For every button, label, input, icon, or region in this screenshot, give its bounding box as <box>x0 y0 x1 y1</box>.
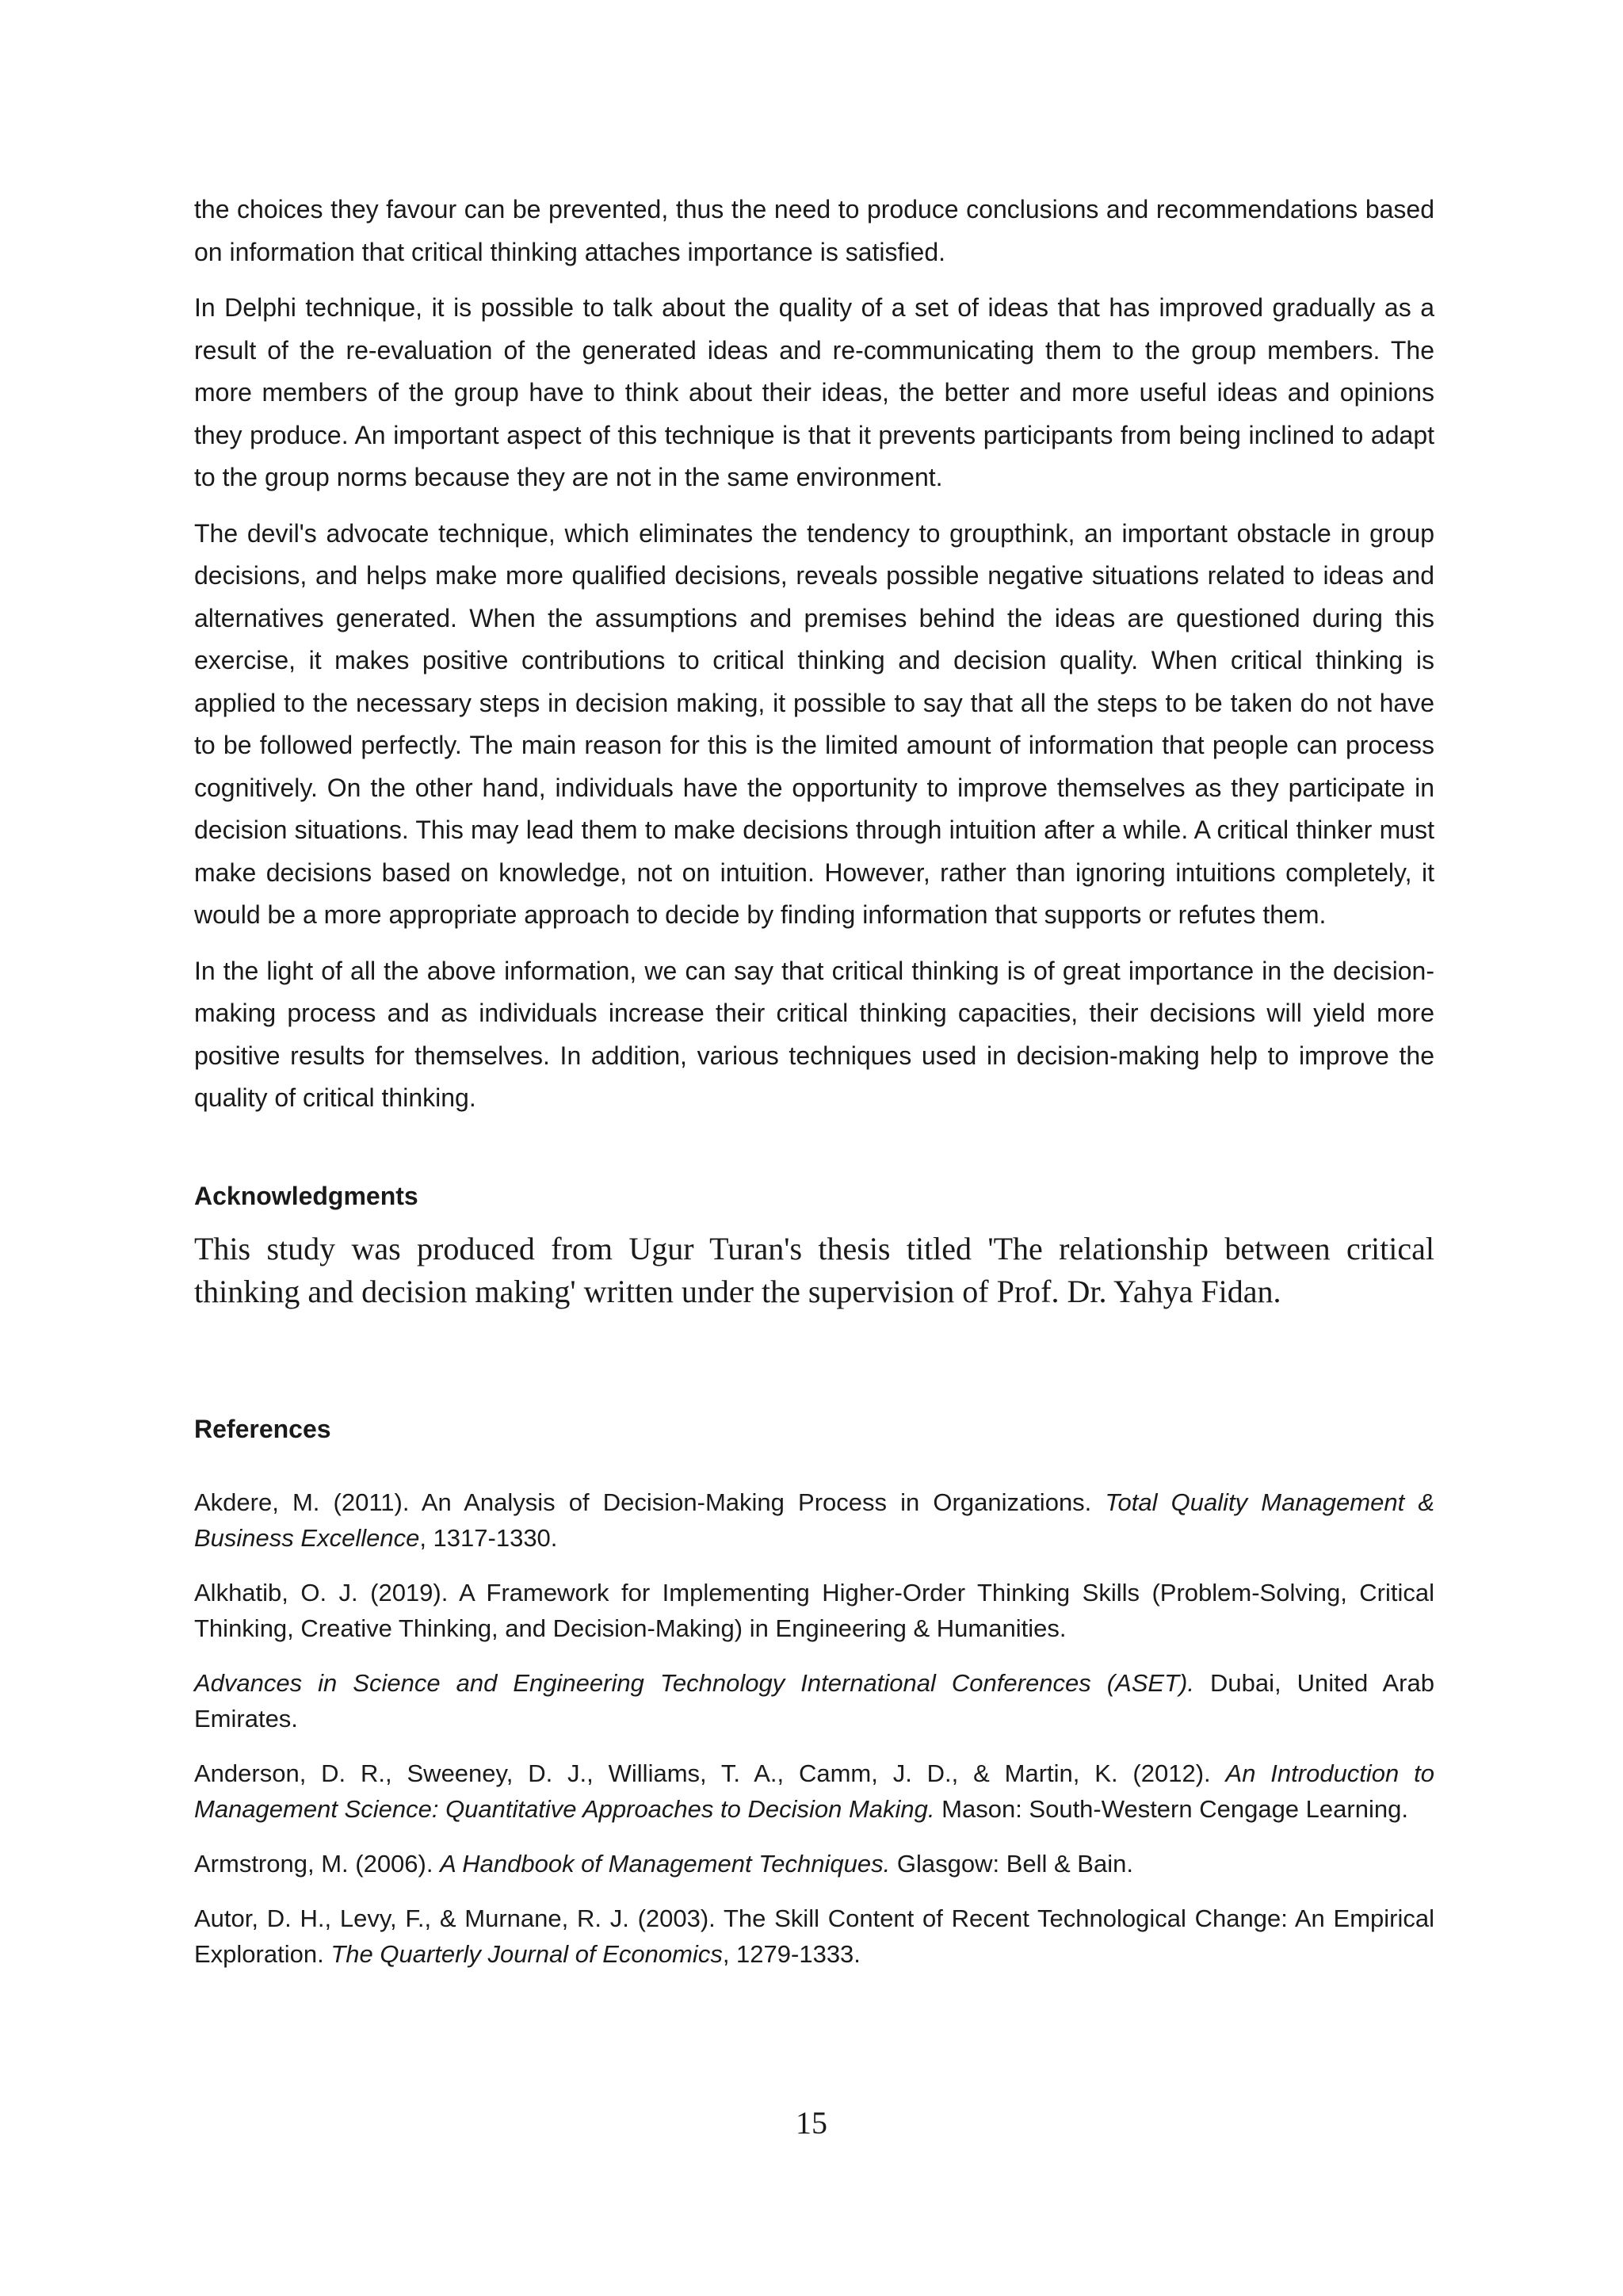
reference-text: Armstrong, M. (2006). <box>194 1849 441 1878</box>
paragraph-conclusion: In the light of all the above information, we can say that critical thinking is of great importance in the decision-making process and as individuals increase their critical thinking capacities, their decisions will yield more positive results for themselves. In addition, various techniques used in decision-making help to improve the quality of critical thinking. <box>194 956 1434 1112</box>
reference-item <box>194 1575 1434 1646</box>
reference-source: A Handbook of Management Techniques. <box>440 1849 891 1878</box>
page-number: 15 <box>796 2105 827 2141</box>
body-text <box>194 189 1434 1120</box>
reference-list <box>194 1484 1434 1972</box>
reference-details: Dubai, United Arab Emirates. <box>194 1668 1434 1733</box>
reference-source: An Introduction to Management Science: Quantitative Approaches to Decision Making. <box>194 1759 1434 1823</box>
paragraph-devils-advocate: The devil's advocate technique, which eliminates the tendency to groupthink, an important obstacle in group decisions, and helps make more qualified decisions, reveals possible negative situations related to ideas and alternatives generated. When the assumptions and premises behind the ideas are questioned during this exercise, it makes positive contributions to critical thinking and decision quality. When critical thinking is applied to the necessary steps in decision making, it possible to say that all the steps to be taken do not have to be followed perfectly. The main reason for this is the limited amount of information that people can process cognitively. On the other hand, individuals have the opportunity to improve themselves as they participate in decision situations. This may lead them to make decisions through intuition after a while. A critical thinker must make decisions based on knowledge, not on intuition. However, rather than ignoring intuitions completely, it would be a more appropriate approach to decide by finding information that supports or refutes them. <box>194 518 1434 929</box>
reference-item <box>194 1755 1434 1827</box>
reference-item <box>194 1846 1434 1881</box>
reference-details: , 1279-1333. <box>722 1939 861 1968</box>
reference-item <box>194 1901 1434 1972</box>
reference-source: The Quarterly Journal of Economics <box>330 1939 723 1968</box>
reference-source: Total Quality Management & Business Excellence <box>194 1488 1435 1552</box>
page-content <box>194 189 1434 1991</box>
reference-item <box>194 1484 1434 1556</box>
references-heading: References <box>194 1414 331 1443</box>
reference-details: Mason: South-Western Cengage Learning. <box>934 1794 1408 1823</box>
paragraph-continuation: the choices they favour can be prevented, thus the need to produce conclusions and recommendations based on information that critical thinking attaches importance is satisfied. <box>194 195 1434 266</box>
acknowledgments-text: This study was produced from Ugur Turan's thesis titled 'The relationship between critical thinking and decision making' written under the supervision of Prof. Dr. Yahya Fidan. <box>194 1230 1434 1309</box>
reference-text: Alkhatib, O. J. (2019). A Framework for Implementing Higher-Order Thinking Skills (Problem-Solving, Critical Thinking, Creative Thinking, and Decision-Making) in Engineering & Humanities. <box>194 1578 1434 1642</box>
paragraph-delphi-technique: In Delphi technique, it is possible to talk about the quality of a set of ideas that has improved gradually as a result of the re-evaluation of the generated ideas and re-communicating them to the group members. The more members of the group have to think about their ideas, the better and more useful ideas and opinions they produce. An important aspect of this technique is that it prevents participants from being inclined to adapt to the group norms because they are not in the same environment. <box>194 293 1434 491</box>
reference-text: Anderson, D. R., Sweeney, D. J., Williams, T. A., Camm, J. D., & Martin, K. (2012). <box>194 1759 1226 1787</box>
acknowledgments-heading: Acknowledgments <box>194 1181 418 1210</box>
reference-text: Akdere, M. (2011). An Analysis of Decision-Making Process in Organizations. <box>194 1488 1106 1516</box>
reference-text: Autor, D. H., Levy, F., & Murnane, R. J. (2003). The Skill Content of Recent Technological Change: An Empirical Exploration. <box>194 1904 1434 1968</box>
reference-details: Glasgow: Bell & Bain. <box>890 1849 1133 1878</box>
reference-item <box>194 1665 1434 1736</box>
reference-source: Advances in Science and Engineering Technology International Conferences (ASET). <box>194 1668 1194 1697</box>
reference-details: , 1317-1330. <box>419 1523 558 1552</box>
